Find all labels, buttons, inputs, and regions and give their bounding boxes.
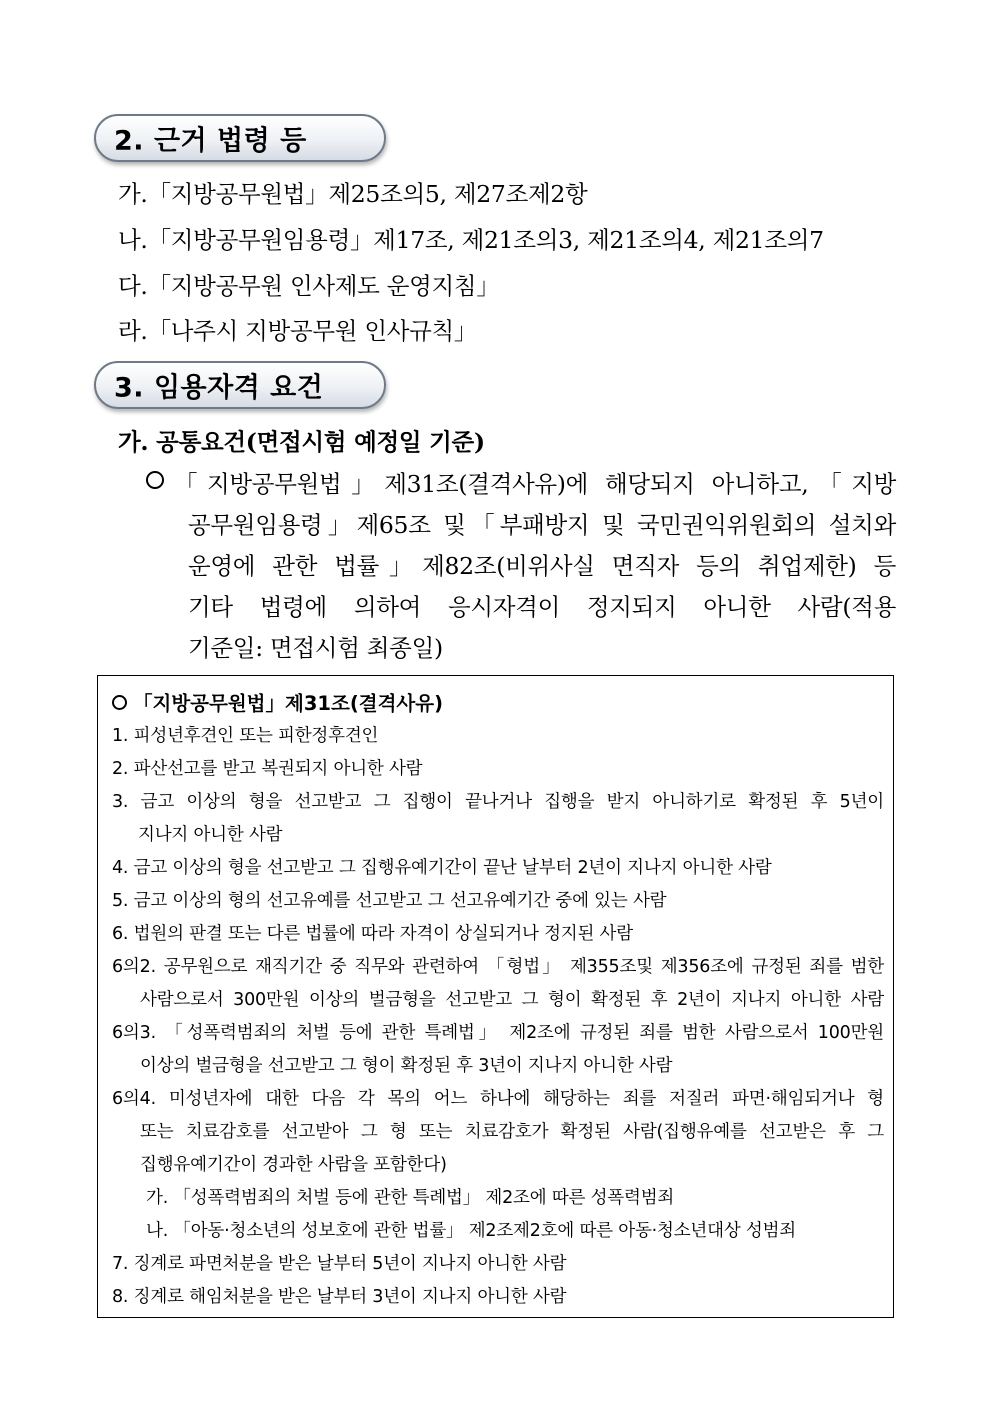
box-line: 또는 치료감호를 선고받아 그 형 또는 치료감호가 확정된 사람(집행유예를 선고받은 후 그 — [140, 1122, 884, 1142]
box-line: 나. 「아동·청소년의 성보호에 관한 법률」 제2조제2호에 따른 아동·청소년대상 성범죄 — [146, 1221, 797, 1241]
box-line: 사람으로서 300만원 이상의 벌금형을 선고받고 그 형이 확정된 후 2년이 지나지 아니한 사람 — [140, 990, 884, 1010]
box-line: 3. 금고 이상의 형을 선고받고 그 집행이 끝나거나 집행을 받지 아니하기로 확정된 후 5년이 — [112, 792, 884, 812]
requirement-paragraph-line: 운영에 관한 법률」제82조(비위사실 면직자 등의 취업제한) 등 — [188, 552, 896, 580]
box-line: 이상의 벌금형을 선고받고 그 형이 확정된 후 3년이 지나지 아니한 사람 — [140, 1056, 673, 1076]
section-3-heading-badge — [94, 361, 386, 409]
requirement-paragraph-line: 기타 법령에 의하여 응시자격이 정지되지 아니한 사람(적용 — [188, 593, 896, 621]
box-line: 집행유예기간이 경과한 사람을 포함한다) — [140, 1155, 447, 1175]
box-title-text: 「지방공무원법」제31조(결격사유) — [133, 692, 444, 715]
disqualification-box-title — [112, 688, 443, 716]
box-line: 6의2. 공무원으로 재직기간 중 직무와 관련하여 「형법」 제355조및 제356조에 규정된 죄를 범한 — [112, 957, 885, 977]
law-item-ga: 가.「지방공무원법」제25조의5, 제27조제2항 — [118, 180, 588, 208]
box-line: 가. 「성폭력범죄의 처벌 등에 관한 특례법」 제2조에 따른 성폭력범죄 — [146, 1188, 675, 1208]
common-requirements-subheading: 가. 공통요건(면접시험 예정일 기준) — [118, 428, 485, 456]
box-line: 6. 법원의 판결 또는 다른 법률에 따라 자격이 상실되거나 정지된 사람 — [112, 924, 633, 944]
box-line: 지나지 아니한 사람 — [138, 825, 283, 845]
box-line: 4. 금고 이상의 형을 선고받고 그 집행유예기간이 끝난 날부터 2년이 지나지 아니한 사람 — [112, 858, 772, 878]
box-line: 6의3. 「성폭력범죄의 처벌 등에 관한 특례법」 제2조에 규정된 죄를 범한 사람으로서 100만원 — [112, 1023, 884, 1043]
law-item-da: 다.「지방공무원 인사제도 운영지침」 — [118, 272, 500, 300]
box-line: 7. 징계로 파면처분을 받은 날부터 5년이 지나지 아니한 사람 — [112, 1254, 567, 1274]
box-line: 2. 파산선고를 받고 복권되지 아니한 사람 — [112, 759, 423, 779]
section-3-heading: 3. 임용자격 요건 — [114, 372, 324, 404]
box-line: 6의4. 미성년자에 대한 다음 각 목의 어느 하나에 해당하는 죄를 저질러 파면·해임되거나 형 — [112, 1089, 884, 1109]
law-item-na: 나.「지방공무원임용령」제17조, 제21조의3, 제21조의4, 제21조의7 — [118, 226, 824, 254]
box-line: 8. 징계로 해임처분을 받은 날부터 3년이 지나지 아니한 사람 — [112, 1287, 567, 1307]
requirement-paragraph-line: 공무원임용령」제65조 및「부패방지 및 국민권익위원회의 설치와 — [188, 511, 896, 539]
requirement-paragraph-line: 기준일: 면접시험 최종일) — [188, 634, 443, 662]
section-2-heading: 2. 근거 법령 등 — [114, 125, 307, 157]
box-line: 5. 금고 이상의 형의 선고유예를 선고받고 그 선고유예기간 중에 있는 사람 — [112, 891, 667, 911]
section-2-heading-badge — [94, 114, 386, 162]
requirement-paragraph-line: 「지방공무원법」제31조(결격사유)에 해당되지 아니하고,「지방 — [174, 470, 896, 498]
circle-bullet-icon — [112, 695, 127, 710]
box-line: 1. 피성년후견인 또는 피한정후견인 — [112, 726, 379, 746]
law-item-ra: 라.「나주시 지방공무원 인사규칙」 — [118, 317, 478, 345]
circle-bullet-icon — [146, 471, 164, 489]
